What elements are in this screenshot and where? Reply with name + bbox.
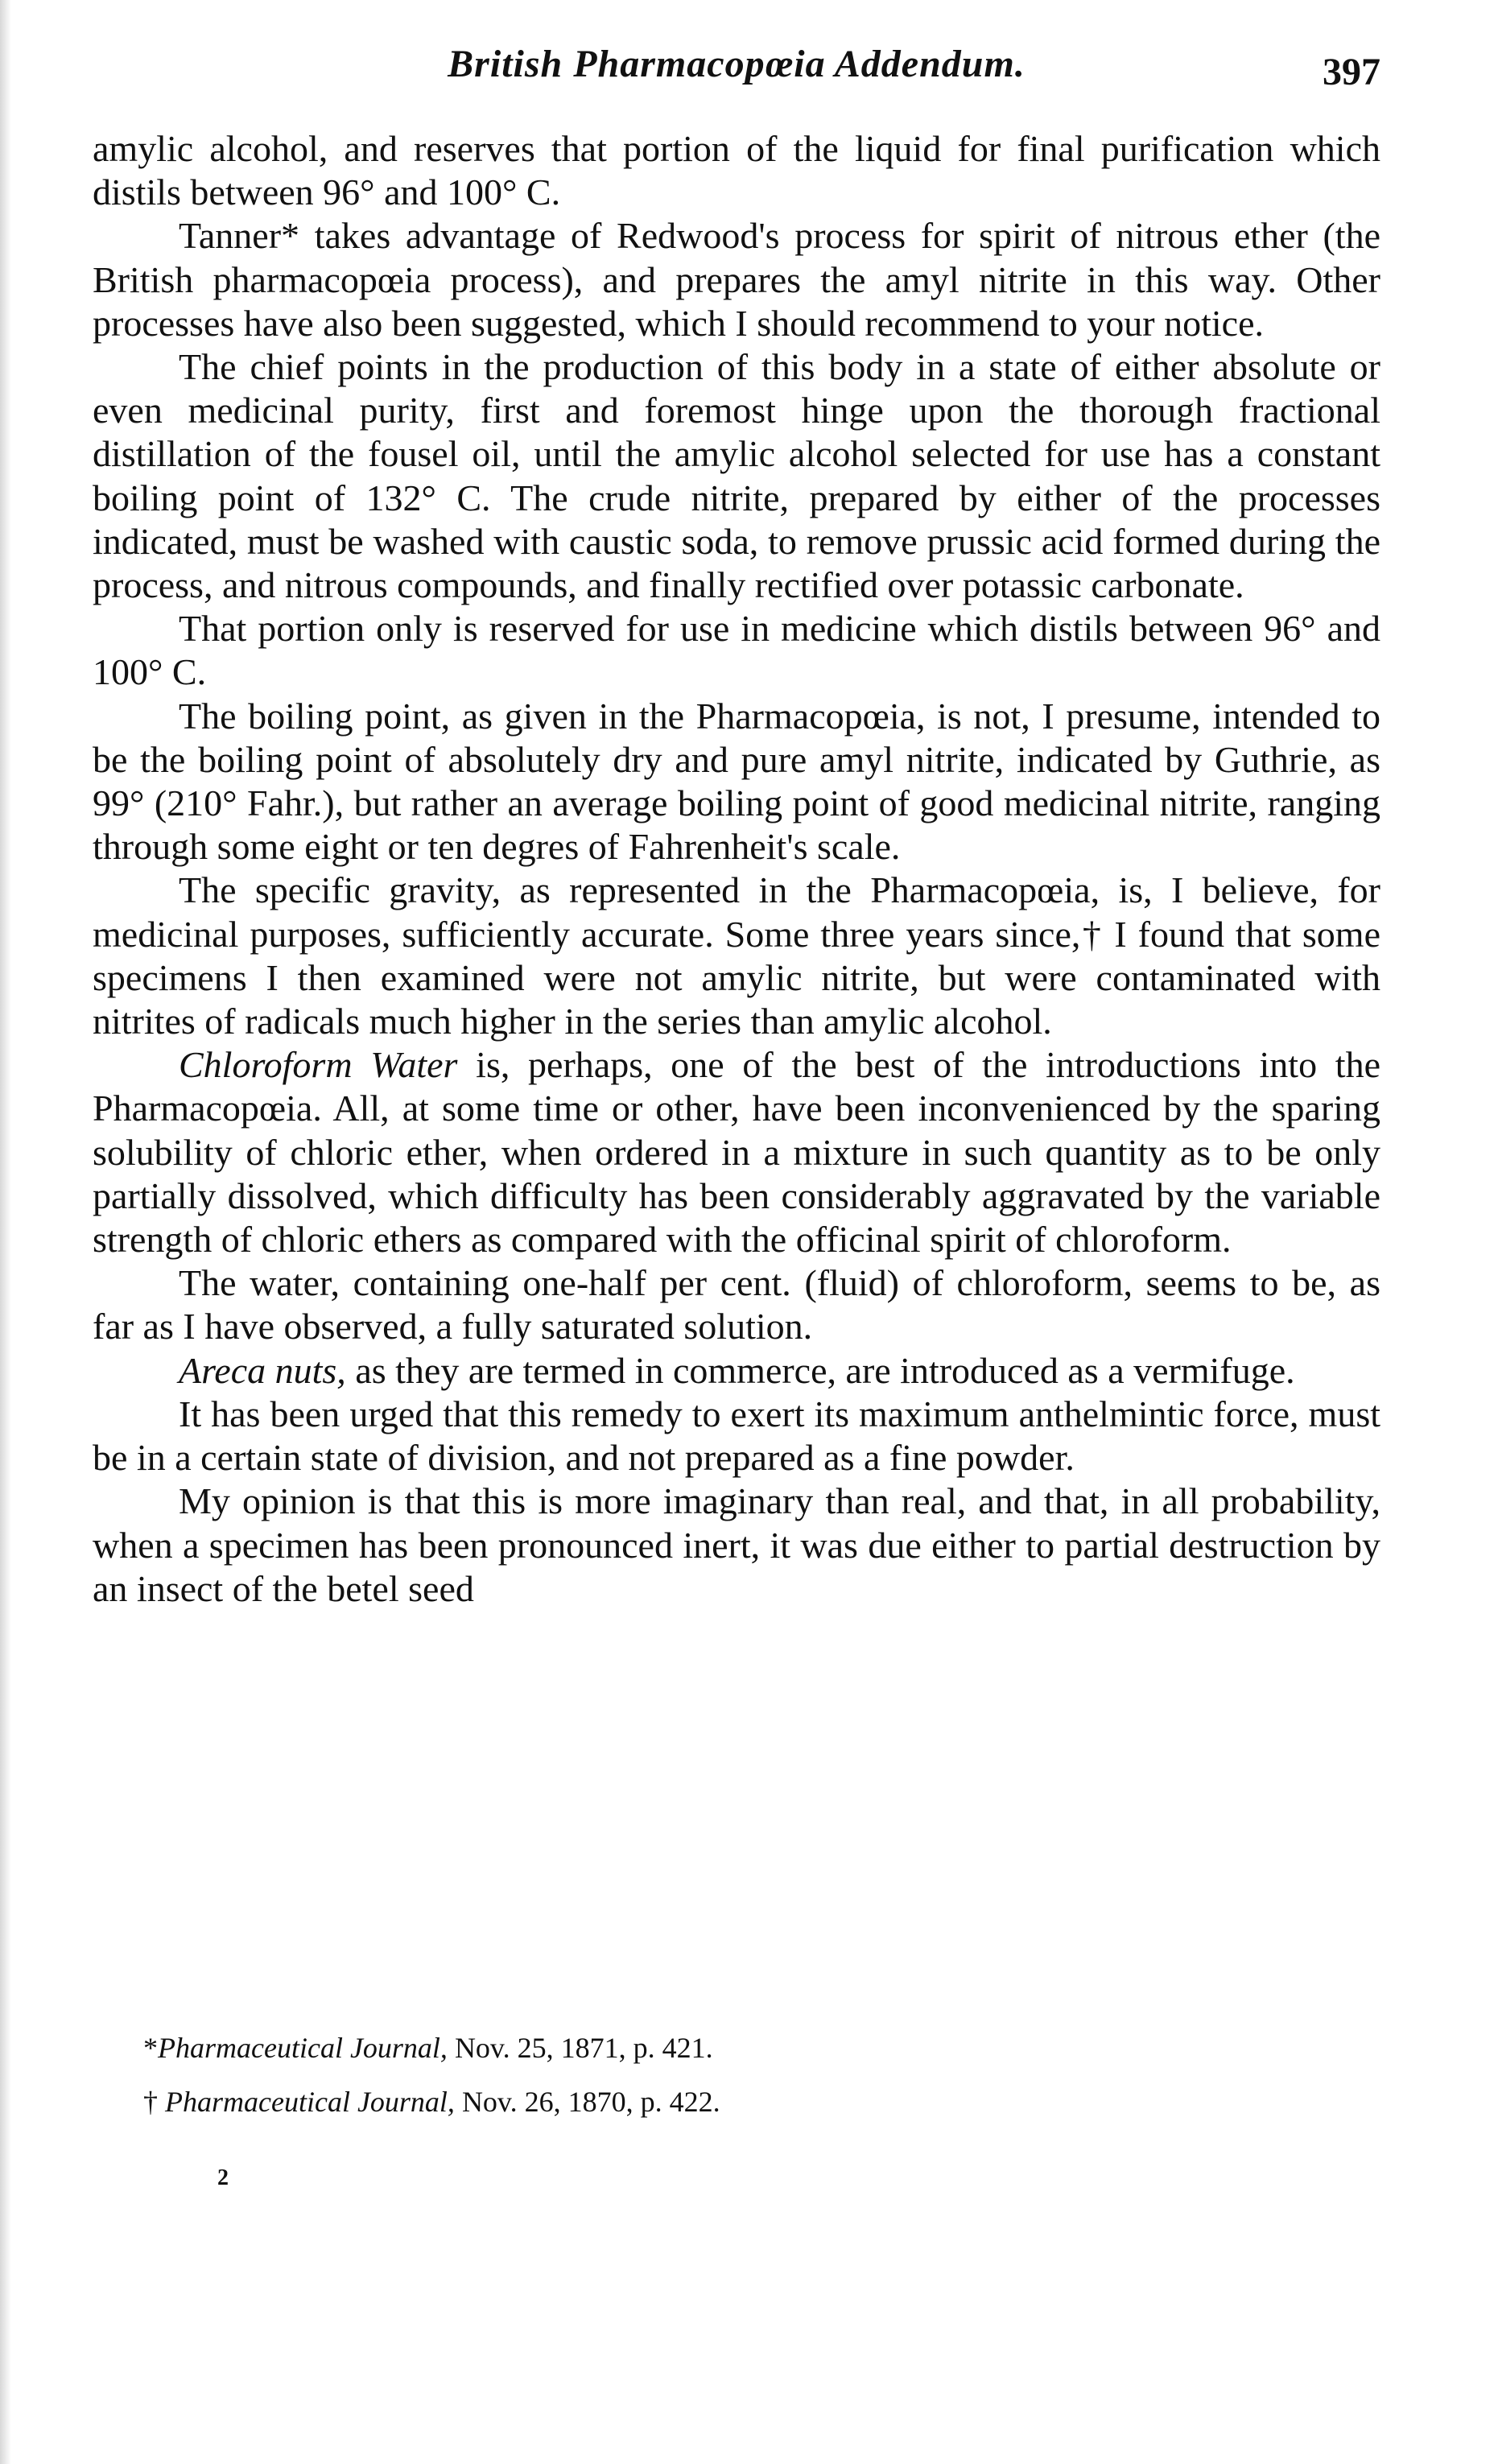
page-edge-shadow [0, 0, 11, 2464]
paragraph: It has been urged that this remedy to exert its maximum anthelmintic force, must be in a certain state of division, and not prepared as a fine powder. [93, 1393, 1380, 1479]
footnotes [143, 2030, 1351, 2138]
paragraph-text: is, perhaps, one of the best of the introductions into the Pharmacopœia. All, at some time or other, have been inconvenienced by the sparing solubility of chloric ether, when ordered in a mixture in such quantity as to be only partially dissolved, which difficulty has been considerably aggravated by the variable strength of chloric ethers as compared with the officinal spirit of chloroform. [93, 1044, 1380, 1261]
paragraph: The water, containing one-half per cent. (fluid) of chloroform, seems to be, as far as I have observed, a fully saturated solution. [93, 1262, 1380, 1348]
footnote-mark: † [143, 2086, 165, 2118]
running-title: British Pharmacopœia Addendum. [448, 43, 1025, 85]
footnote [143, 2084, 1351, 2120]
footnote [143, 2030, 1351, 2066]
paragraph-text: as they are termed in commerce, are introduced as a vermifuge. [345, 1349, 1295, 1391]
paragraph: The boiling point, as given in the Pharmacopœia, is not, I presume, intended to be the boiling point of absolutely dry and pure amyl nitrite, indicated by Guthrie, as 99° (210° Fahr.), but rather an average boiling point of good medicinal nitrite, ranging through some eight or ten degres of Fahrenheit's scale. [93, 695, 1380, 868]
page-number: 397 [1323, 51, 1380, 93]
paragraph: The chief points in the production of this body in a state of either absolute or even medicinal purity, first and foremost hinge upon the thorough fractional distillation of the fousel oil, until the amylic alcohol selected for use has a constant boiling point of 132° C. The crude nitrite, prepared by either of the processes indicated, must be washed with caustic soda, to remove prussic acid formed during the process, and nitrous compounds, and finally rectified over potassic carbonate. [93, 346, 1380, 606]
italic-term: Chloroform Water [179, 1044, 458, 1086]
paragraph: The specific gravity, as represented in the Pharmacopœia, is, I believe, for medicinal purposes, sufficiently accurate. Some three years since,† I found that some specimens I then examined were not amylic nitrite, but were contaminated with nitrites of radicals much higher in the series than amylic alcohol. [93, 869, 1380, 1042]
footnote-journal: Pharmaceutical Journal, [158, 2032, 448, 2064]
paragraph [93, 1349, 1380, 1393]
paragraph: That portion only is reserved for use in medicine which distils between 96° and 100° C. [93, 608, 1380, 693]
footnote-journal: Pharmaceutical Journal, [165, 2086, 455, 2118]
paragraph: My opinion is that this is more imaginary than real, and that, in all probability, when a specimen has been pronounced inert, it was due either to partial destruction by an insect of the betel seed [93, 1480, 1380, 1609]
footnote-citation: Nov. 26, 1870, p. 422. [454, 2086, 720, 2118]
paragraph: Tanner* takes advantage of Redwood's process for spirit of nitrous ether (the British pharmacopœia process), and prepares the amyl nitrite in this way. Other processes have also been suggested, which I should recommend to your notice. [93, 215, 1380, 344]
body-text [93, 127, 1380, 1611]
running-head [93, 42, 1380, 106]
paragraph: amylic alcohol, and reserves that portion of the liquid for final purification which distils between 96° and 100° C. [93, 128, 1380, 213]
signature-mark: 2 [217, 2165, 229, 2190]
footnote-mark: * [143, 2032, 158, 2064]
footnote-citation: Nov. 25, 1871, p. 421. [447, 2032, 713, 2064]
italic-term: Areca nuts, [179, 1349, 346, 1391]
paragraph [93, 1043, 1380, 1261]
